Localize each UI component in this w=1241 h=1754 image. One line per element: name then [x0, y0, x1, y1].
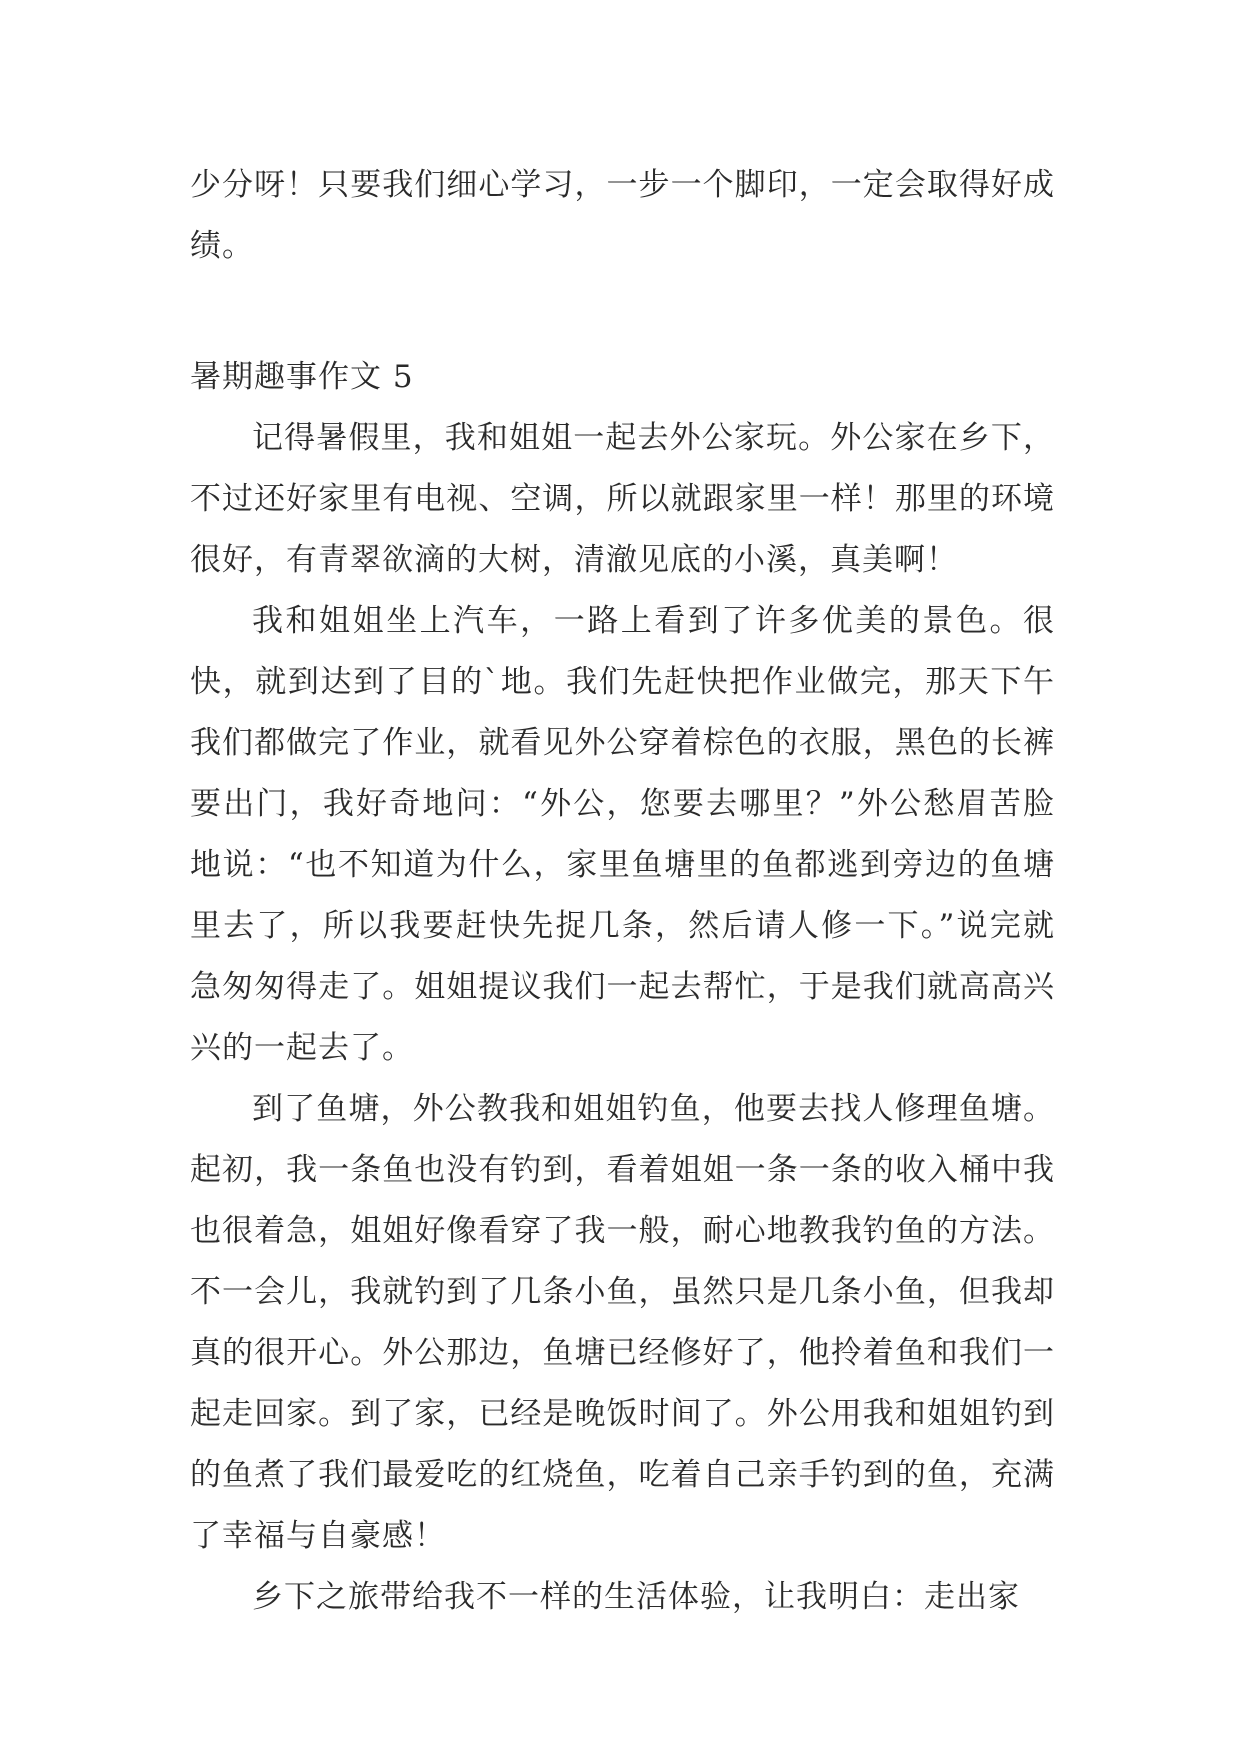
document-body [190, 155, 1055, 1628]
continued-paragraph: 少分呀！只要我们细心学习，一步一个脚印，一定会取得好成绩。 [190, 167, 1055, 264]
paragraph-2: 我和姐姐坐上汽车，一路上看到了许多优美的景色。很快，就到达到了目的`地。我们先赶快把作业做完，那天下午我们都做完了作业，就看见外公穿着棕色的衣服，黑色的长裤要出门，我好奇地问：“外公，您要去哪里？”外公愁眉苦脸地说：“也不知道为什么，家里鱼塘里的鱼都逃到旁边的鱼塘里去了，所以我要赶快先捉几条，然后请人修一下。”说完就急匆匆得走了。姐姐提议我们一起去帮忙，于是我们就高高兴兴的一起去了。 [190, 603, 1055, 1066]
paragraph-4: 乡下之旅带给我不一样的生活体验，让我明白：走出家 [252, 1579, 1020, 1615]
paragraph-1: 记得暑假里，我和姐姐一起去外公家玩。外公家在乡下，不过还好家里有电视、空调，所以就跟家里一样！那里的环境很好，有青翠欲滴的大树，清澈见底的小溪，真美啊！ [190, 420, 1055, 578]
section-title: 暑期趣事作文 5 [190, 359, 414, 395]
paragraph-3: 到了鱼塘，外公教我和姐姐钓鱼，他要去找人修理鱼塘。起初，我一条鱼也没有钓到，看着姐姐一条一条的收入桶中我也很着急，姐姐好像看穿了我一般，耐心地教我钓鱼的方法。不一会儿，我就钓到了几条小鱼，虽然只是几条小鱼，但我却真的很开心。外公那边，鱼塘已经修好了，他拎着鱼和我们一起走回家。到了家，已经是晚饭时间了。外公用我和姐姐钓到的鱼煮了我们最爱吃的红烧鱼，吃着自己亲手钓到的鱼，充满了幸福与自豪感！ [190, 1091, 1055, 1554]
